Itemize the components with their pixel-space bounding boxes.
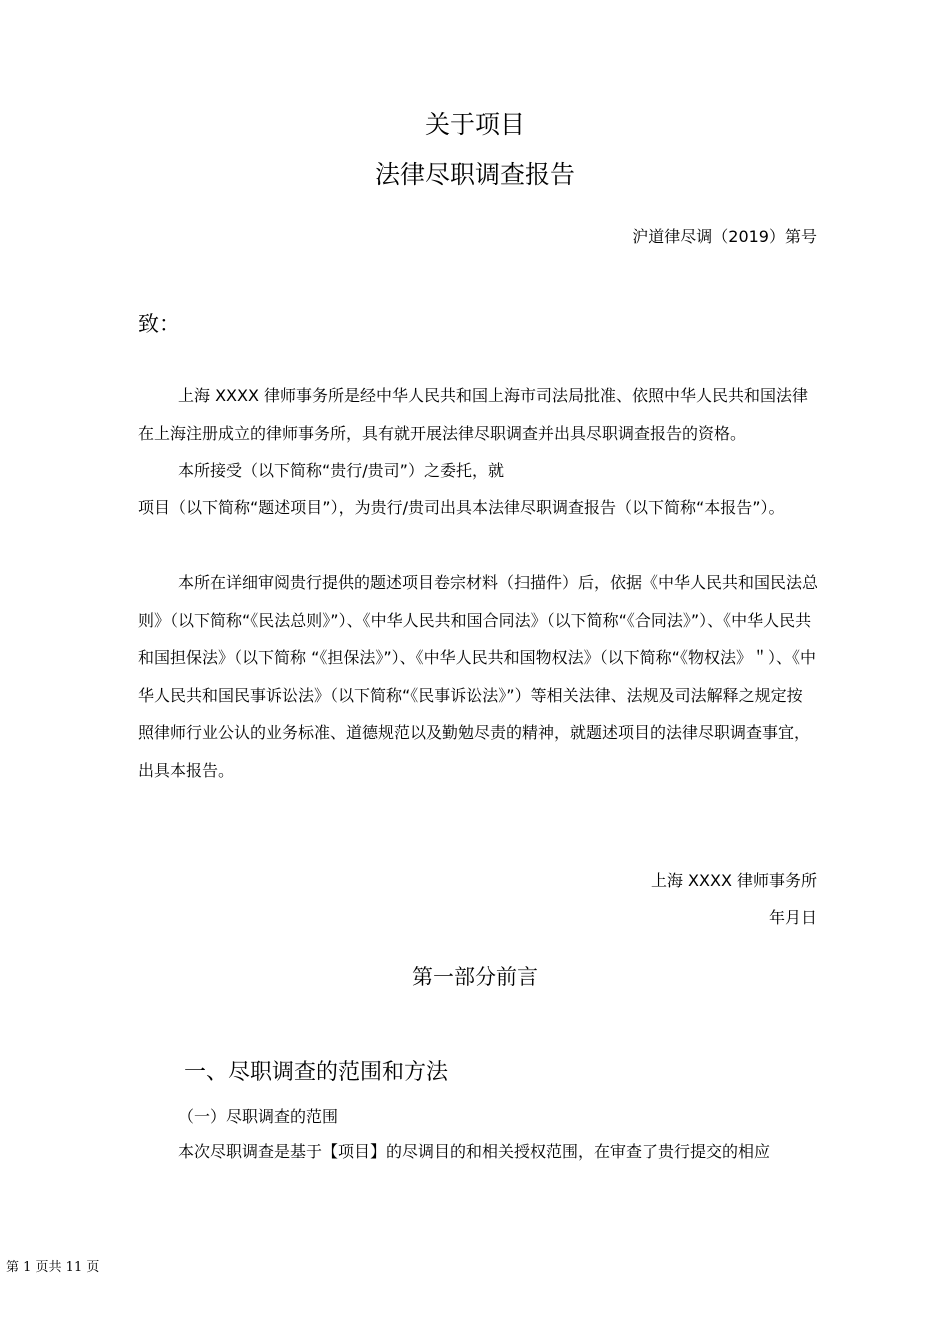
body-text: 本次尽职调查是基于【项目】的尽调目的和相关授权范围，在审查了贵行提交的相应	[178, 1142, 771, 1161]
intro-paragraph: 上海 XXXX 律师事务所是经中华人民共和国上海市司法局批准、依照中华人民共和国法律在上海注册成立的律师事务所，具有就开展法律尽职调查并出具尽职调查报告的资格。	[138, 386, 809, 443]
report-title-line1: 关于项目	[424, 110, 525, 139]
addressee: 致：	[138, 312, 180, 336]
page-footer: 第 1 页共 11 页	[6, 1260, 100, 1275]
part-heading: 第一部分前言	[412, 965, 538, 989]
subsection-heading: （一）尽职调查的范围	[178, 1107, 339, 1126]
engagement-paragraph-line1: 本所接受（以下简称“贵行/贵司”）之委托，就	[178, 461, 504, 480]
signature-date: 年月日	[768, 908, 817, 927]
engagement-paragraph-rest: 项目（以下简称“题述项目”），为贵行/贵司出具本法律尽职调查报告（以下简称“本报告”）。	[138, 498, 785, 517]
legal-basis-paragraph: 本所在详细审阅贵行提供的题述项目卷宗材料（扫描件）后，依据《中华人民共和国民法总则》（以下简称“《民法总则》”）、《中华人民共和国合同法》（以下简称“《合同法》”）、《中华人民共和国担保法》（以下简称 “《担保法》”）、《中华人民共和国物权法》（以下简称“《物权法》＂）、《中华人民共和国民事诉讼法》（以下简称“《民事诉讼法》”）等相关法律、法规及司法解释之规定按照律师行业公认的业务标准、道德规范以及勤勉尽责的精神，就题述项目的法律尽职调查事宜，出具本报告。	[138, 573, 819, 780]
report-title-line2: 法律尽职调查报告	[374, 160, 575, 189]
reference-number: 沪道律尽调（2019）第号	[632, 227, 817, 246]
section-heading: 一、尽职调查的范围和方法	[184, 1060, 449, 1085]
signature-firm: 上海 XXXX 律师事务所	[650, 871, 817, 890]
